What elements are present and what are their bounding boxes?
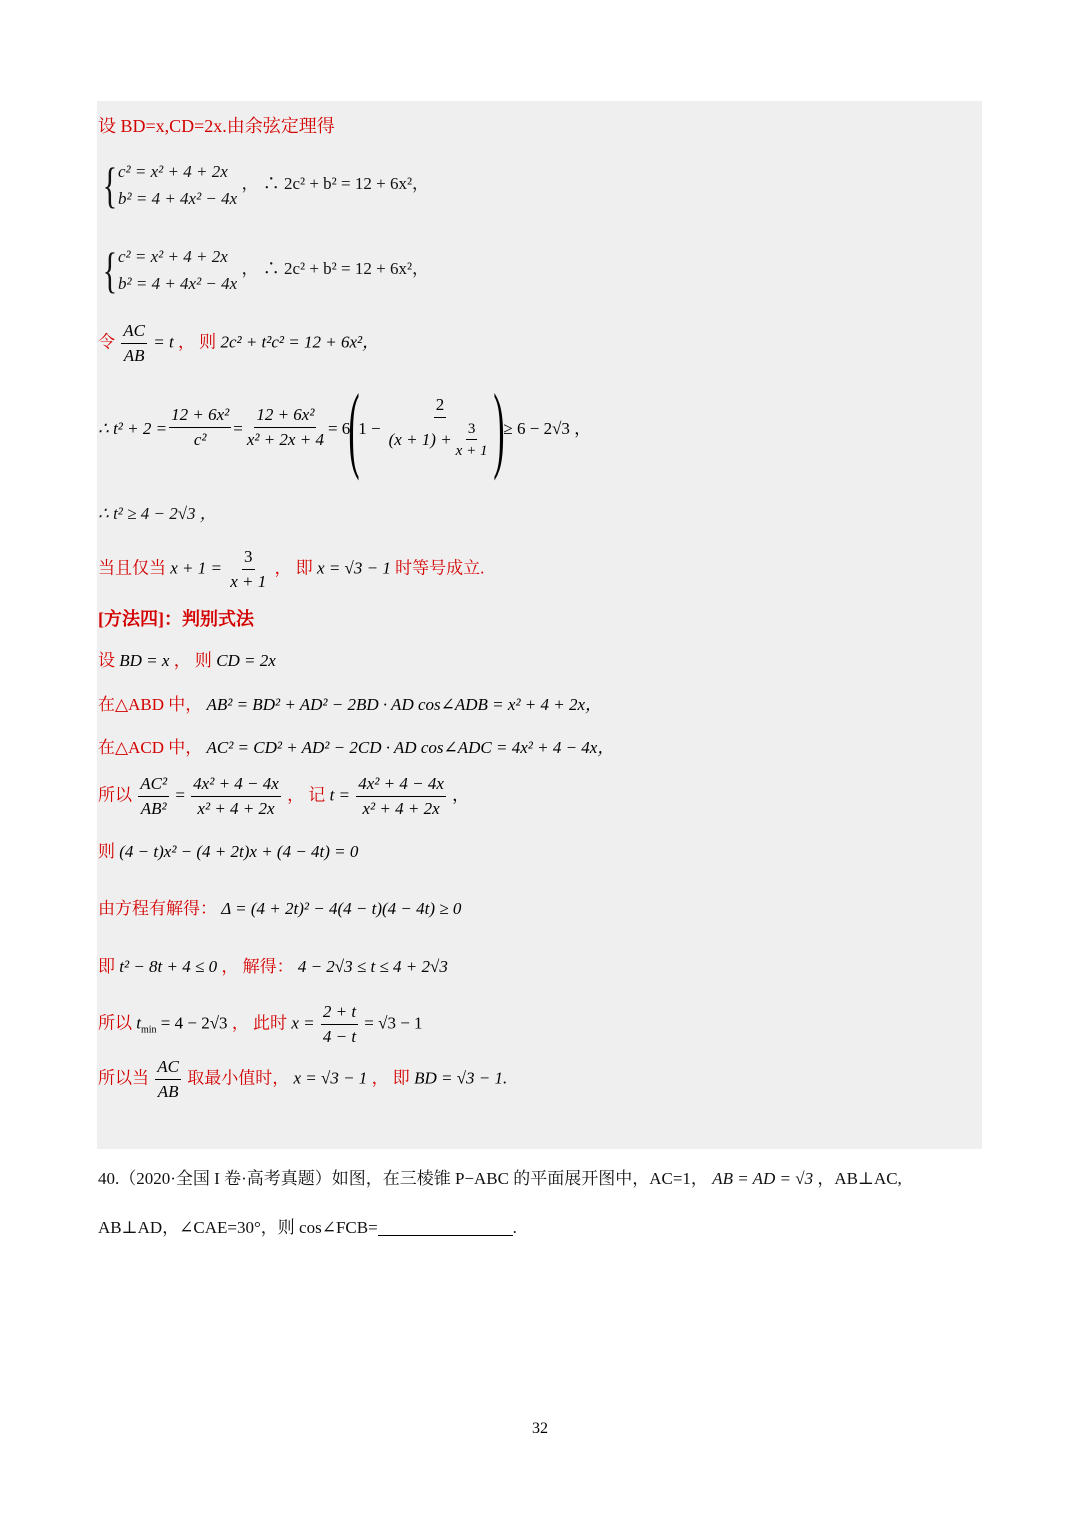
m4-line-7 bbox=[98, 958, 448, 975]
equality-cond-numerator: 3 bbox=[242, 548, 255, 570]
m4-line-3 bbox=[98, 739, 614, 756]
let-t-denominator: AB bbox=[123, 345, 145, 365]
let-then-label: ， 则 bbox=[177, 332, 217, 352]
big-expression bbox=[98, 374, 592, 481]
equality-cond-mid: ， 即 bbox=[274, 558, 313, 578]
m4-8-tmin-value: = 4 − 2√3 bbox=[160, 1013, 228, 1033]
q40-period: . bbox=[512, 1218, 517, 1237]
m4-4-frac1-numerator: AC² bbox=[138, 775, 169, 797]
big-expr-lhs: ∴ t² + 2 = bbox=[98, 418, 168, 438]
m4-8-numerator: 2 + t bbox=[321, 1003, 358, 1025]
big-frac2-numerator: 12 + 6x² bbox=[254, 406, 316, 428]
system-2-conclusion: ， ∴ 2c² + b² = 12 + 6x²， bbox=[241, 258, 430, 278]
m4-7-label: 即 bbox=[98, 957, 115, 976]
m4-4-label: 所以 bbox=[98, 785, 132, 805]
left-brace-icon: { bbox=[102, 157, 118, 213]
m4-9-bd: BD = √3 − 1. bbox=[414, 1068, 508, 1088]
m4-9-denominator: AB bbox=[157, 1081, 179, 1101]
big-frac3-numerator: 2 bbox=[434, 396, 447, 418]
let-label: 令 bbox=[98, 332, 115, 352]
m4-1-cd: CD = 2x bbox=[216, 651, 276, 670]
big-frac2-denominator: x² + 2x + 4 bbox=[246, 430, 324, 449]
big-one-minus: 1 − bbox=[358, 418, 381, 438]
m4-1-bd: BD = x bbox=[119, 651, 170, 670]
m4-8-label: 所以 bbox=[98, 1013, 132, 1033]
q40-ab-ad: AB = AD = √3 bbox=[712, 1169, 814, 1188]
question-40-line-1 bbox=[98, 1170, 902, 1187]
q40-text-d: AB⊥AD，∠CAE=30°，则 cos∠FCB= bbox=[98, 1218, 378, 1237]
m4-3-label: 在△ACD 中， bbox=[98, 738, 203, 757]
m4-6-label: 由方程有解得： bbox=[98, 899, 217, 918]
m4-9-x: x = √3 − 1 bbox=[293, 1068, 368, 1088]
left-brace-icon: { bbox=[102, 242, 118, 298]
equality-cond-denominator: x + 1 bbox=[230, 571, 267, 591]
m4-8-mid: ， 此时 bbox=[231, 1013, 288, 1033]
system-1 bbox=[98, 157, 430, 213]
m4-4-frac2-denominator: x² + 4 + 2x bbox=[197, 798, 275, 818]
m4-4-frac2-numerator: 4x² + 4 − 4x bbox=[191, 775, 281, 797]
m4-7-quadratic: t² − 8t + 4 ≤ 0 bbox=[119, 957, 218, 976]
t-squared-line bbox=[98, 505, 217, 522]
system-1-eq-a: c² = x² + 4 + 2x bbox=[118, 162, 228, 181]
m4-4-frac1-denominator: AB² bbox=[140, 798, 167, 818]
equality-cond-post: 时等号成立. bbox=[395, 558, 485, 578]
m4-8-x: x = bbox=[291, 1013, 315, 1033]
big-frac4-numerator: 3 bbox=[466, 421, 478, 441]
m4-1-label: 设 bbox=[98, 651, 115, 670]
big-frac1-numerator: 12 + 6x² bbox=[169, 406, 231, 428]
let-t-numerator: AC bbox=[121, 322, 147, 344]
system-2-eq-b: b² = 4 + 4x² − 4x bbox=[118, 274, 238, 293]
m4-2-equation: AB² = BD² + AD² − 2BD · AD cos∠ADB = x² + 4 + 2x， bbox=[206, 695, 603, 714]
let-t-equals: = t bbox=[153, 332, 174, 352]
m4-8-min-subscript: min bbox=[140, 1024, 157, 1036]
q40-text-c: ，AB⊥AC, bbox=[817, 1169, 902, 1188]
m4-line-2 bbox=[98, 696, 602, 713]
t-squared-inequality: ∴ t² ≥ 4 − 2√3 ， bbox=[98, 504, 217, 523]
m4-8-denominator: 4 − t bbox=[322, 1026, 357, 1046]
system-2-eq-a: c² = x² + 4 + 2x bbox=[118, 247, 228, 266]
question-40-line-2 bbox=[98, 1219, 517, 1236]
m4-8-t: t bbox=[136, 1013, 141, 1033]
m4-5-label: 则 bbox=[98, 842, 115, 861]
m4-4-t: t = bbox=[329, 785, 351, 805]
big-frac3-den-part: (x + 1) + bbox=[388, 430, 452, 449]
m4-9-numerator: AC bbox=[155, 1058, 181, 1080]
m4-3-equation: AC² = CD² + AD² − 2CD · AD cos∠ADC = 4x² + 4 − 4x， bbox=[206, 738, 615, 757]
m4-line-9 bbox=[98, 1058, 507, 1101]
method-4-title: [方法四]：判别式法 bbox=[98, 609, 254, 629]
m4-4-end: ， bbox=[452, 785, 470, 805]
intro-text: 设 BD=x,CD=2x.由余弦定理得 bbox=[98, 116, 335, 136]
m4-9-mid: 取最小值时， bbox=[187, 1068, 290, 1088]
answer-blank bbox=[378, 1219, 513, 1236]
q40-text-a: 40.（2020·全国 I 卷·高考真题）如图，在三棱锥 P−ABC 的平面展开图中，AC=1， bbox=[98, 1169, 708, 1188]
intro-line bbox=[98, 117, 335, 135]
m4-7-solution: 4 − 2√3 ≤ t ≤ 4 + 2√3 bbox=[297, 957, 448, 976]
equality-cond-lhs: x + 1 = bbox=[170, 558, 222, 578]
m4-line-4 bbox=[98, 775, 469, 818]
page-number: 32 bbox=[532, 1420, 548, 1437]
big-inequality: ≥ 6 − 2√3 ， bbox=[503, 418, 592, 438]
left-paren-icon: ( bbox=[348, 374, 360, 481]
big-equals-6: = 6 bbox=[327, 418, 351, 438]
system-1-conclusion: ， ∴ 2c² + b² = 12 + 6x²， bbox=[241, 173, 430, 193]
m4-8-result: = √3 − 1 bbox=[364, 1013, 423, 1033]
m4-9-mid2: ， 即 bbox=[371, 1068, 410, 1088]
m4-4-frac3-numerator: 4x² + 4 − 4x bbox=[356, 775, 446, 797]
m4-5-equation: (4 − t)x² − (4 + 2t)x + (4 − 4t) = 0 bbox=[119, 842, 359, 861]
let-t-equation: 2c² + t²c² = 12 + 6x²， bbox=[220, 332, 380, 352]
m4-4-frac3-denominator: x² + 4 + 2x bbox=[362, 798, 440, 818]
equality-cond-label: 当且仅当 bbox=[98, 558, 166, 578]
m4-9-label: 所以当 bbox=[98, 1068, 149, 1088]
m4-line-6 bbox=[98, 900, 461, 917]
big-frac4-denominator: x + 1 bbox=[455, 443, 488, 460]
m4-6-equation: Δ = (4 + 2t)² − 4(4 − t)(4 − 4t) ≥ 0 bbox=[221, 899, 462, 918]
equality-condition-line bbox=[98, 548, 484, 591]
right-paren-icon: ) bbox=[493, 374, 506, 481]
equality-cond-x: x = √3 − 1 bbox=[317, 558, 391, 578]
m4-line-5 bbox=[98, 843, 358, 860]
m4-2-label: 在△ABD 中， bbox=[98, 695, 203, 714]
system-1-eq-b: b² = 4 + 4x² − 4x bbox=[118, 189, 238, 208]
m4-line-1 bbox=[98, 652, 276, 669]
system-2 bbox=[98, 242, 430, 298]
m4-4-mid: ， 记 bbox=[287, 785, 326, 805]
m4-1-mid: ， 则 bbox=[173, 651, 212, 670]
m4-4-equals: = bbox=[175, 785, 185, 805]
big-equals-1: = bbox=[233, 418, 243, 438]
method-4-heading bbox=[98, 610, 254, 628]
let-t-line bbox=[98, 322, 379, 365]
m4-line-8 bbox=[98, 1003, 423, 1046]
big-frac1-denominator: c² bbox=[193, 430, 207, 449]
m4-7-mid: ， 解得： bbox=[221, 957, 294, 976]
